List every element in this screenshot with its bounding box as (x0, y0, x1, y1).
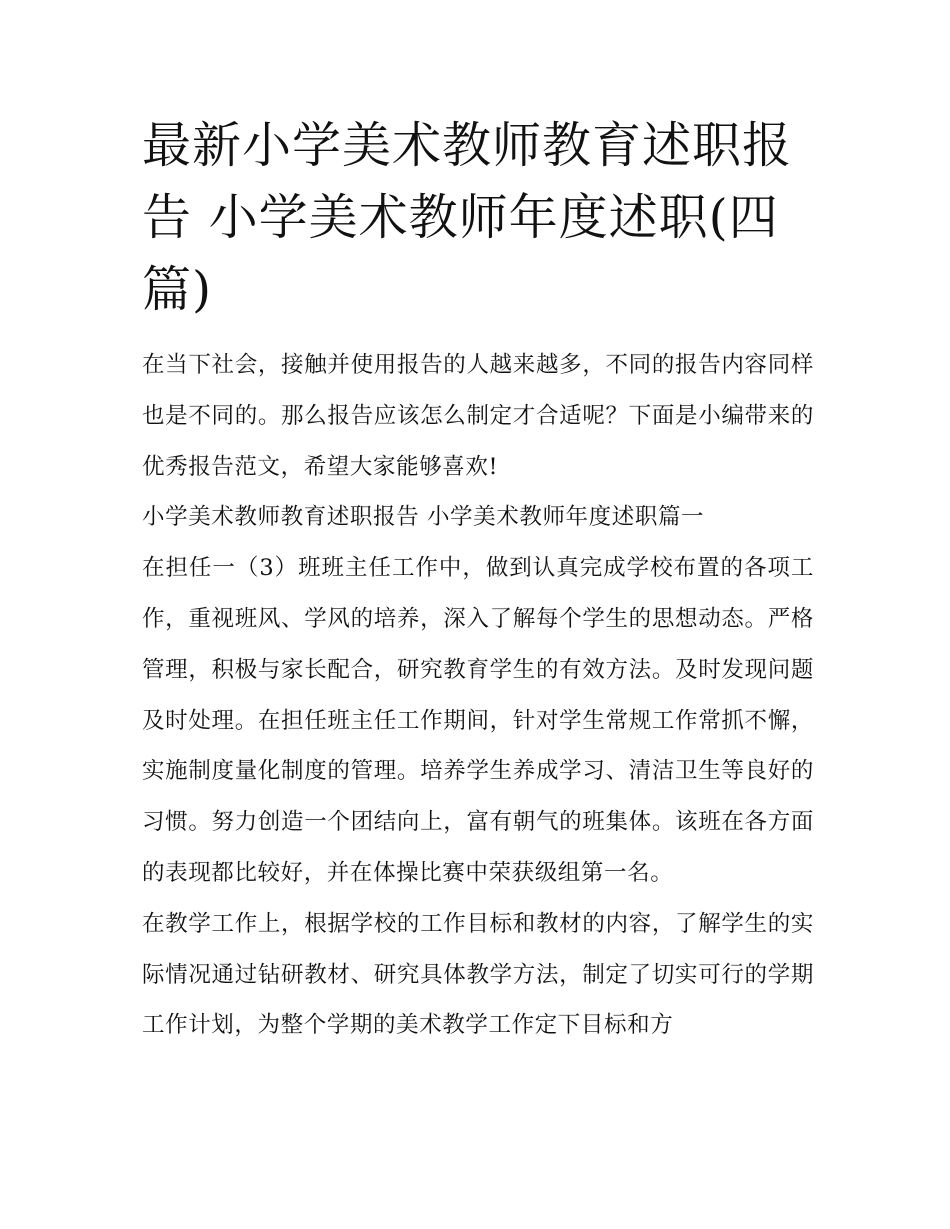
document-title: 最新小学美术教师教育述职报告 小学美术教师年度述职(四篇) (142, 117, 793, 318)
intro-paragraph: 在当下社会，接触并使用报告的人越来越多，不同的报告内容同样也是不同的。那么报告应该怎么制定才合适呢？下面是小编带来的优秀报告范文，希望大家能够喜欢! (142, 352, 814, 480)
document-content (142, 110, 814, 1051)
section-heading: 小学美术教师教育述职报告 小学美术教师年度述职篇一 (142, 504, 705, 531)
document-body (142, 340, 814, 1051)
body-paragraph: 在担任一（3）班班主任工作中，做到认真完成学校布置的各项工作，重视班风、学风的培养，深入了解每个学生的思想动态。严格管理，积极与家长配合，研究教育学生的有效方法。及时发现问题及时处理。在担任班主任工作期间，针对学生常规工作常抓不懈，实施制度量化制度的管理。培养学生养成学习、清洁卫生等良好的习惯。努力创造一个团结向上，富有朝气的班集体。该班在各方面的表现都比较好，并在体操比赛中荣获级组第一名。 (142, 555, 814, 886)
body-paragraph: 在教学工作上，根据学校的工作目标和教材的内容，了解学生的实际情况通过钻研教材、研究具体教学方法，制定了切实可行的学期工作计划，为整个学期的美术教学工作定下目标和方 (142, 910, 814, 1039)
